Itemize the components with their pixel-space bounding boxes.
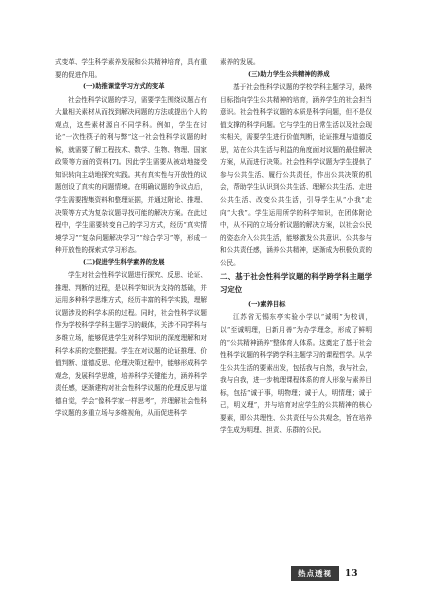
subheading: (一)助推课堂学习方式的变革 xyxy=(83,83,165,91)
paragraph: 江苏省无锡东亭实验小学以“诚明”为校训，以“至诚明理，日新月善”为办学理念，形成了鲜明的“公共精神涵养”整体育人体系。这奠定了基于社会性科学议题的科学跨学科主题学习的课程哲学。从学生公共生活的要素出发，包括我与自然，我与社会，我与自我，进一步梳理课程体系的育人形象与素养目标，包括“诚于事，明物理；诚于人，明情理；诚于己，明义理”，并与培育对应学生的公共精神的核心要素，即公共理性、公共责任与公共观念，旨在培养学生成为明理、担责、乐群的公民。 xyxy=(220,313,372,435)
paragraph: 社会性科学议题的学习，需要学生围绕议题占有大量相关素材从而找到解决问题的方法或提出个人的观点，这些素材源自不同学科。例如，学生在讨论“一次性筷子的利与弊”这一社会性科学议题的时候，就需要了解工程技术、数学、生物、物理、国家政策等方面的资料[7]。因此学生需要从被动地接受知识转向主动地探究实践。其有真实性与开放性的议题创设了真实的问题情境。在明确议题的争议点后，学生需要搜集资料和整理证据，并通过附论、推理、决策等方式为复杂议题寻找可能的解决方案。在此过程中，学生需要转变自己的学习方式，经历“真实情境学习”“复杂问题解决学习”“综合学习”等，形成一种开放性的探索式学习形态。 xyxy=(55,95,207,255)
section-tag: 热点透视 xyxy=(291,566,339,581)
paragraph: 学生对社会性科学议题进行探究、反思、论证、推理、判断的过程，是以科学知识为支持的基础，并运用多种科学思维方式，经历丰富的科学实践，理解议题涉及的科学本质的过程。同时，社会性科学议题作为学校科学学科主题学习的载体，关涉不同学科与多维立场，能够促进学生对科学知识的深度理解和对科学本质的完整把握。学生在对议题的论证推理、价值判断、道德反思、伦理决策过程中，能够形成科学观念，发展科学思维，培养科学关键能力，涵养科学责任感，逐渐建构对社会性科学议题的伦理反思与道德自觉，学会“像科学家一样思考”，并理解社会性科学议题的多重立场与多维视角，从而促进科学 xyxy=(55,271,207,418)
paragraph: 素养的发展。 xyxy=(220,58,260,66)
section-heading: 二、基于社会性科学议题的科学跨学科主题学习定位 xyxy=(220,272,372,295)
page-number: 13 xyxy=(345,568,358,579)
paragraph: 基于社会性科学议题的学校学科主题学习，最终目标指向学生公共精神的培育，涵养学生的社会担当意识。社会性科学议题的本质是科学问题，但不是仅值支撑的科学问题。它与学生的日常生活以及社会现实相关，需要学生进行价值判断，论证推理与道德反思，站在公共生活与利益的角度面对议题的最佳解决方案，从而进行决策。社会性科学议题为学生提供了参与公共生活、履行公共责任，作出公共决策的机会，帮助学生认识到公共生活、理解公共生活、走进公共生活、改变公共生活，引导学生从“小我”走向“大我”。学生运用所学的科学知识，在团体附论中，从不同的立场分析议题的解决方案，以社会公民的姿态介入公共生活，能够激发公共意识、公共参与和公共责任感，涵养公共精神，逐渐成为积极负责的公民。 xyxy=(220,83,372,267)
subheading: (一)素养目标 xyxy=(248,300,286,308)
paragraph: 式变革、学生科学素养发展和公共精神培育，具有重要的促进作用。 xyxy=(55,58,207,79)
left-column xyxy=(55,56,207,420)
subheading: (二)促进学生科学素养的发展 xyxy=(83,258,165,266)
right-column xyxy=(220,56,372,437)
subheading: (三)助力学生公共精神的养成 xyxy=(248,70,330,78)
page-footer xyxy=(291,566,358,581)
